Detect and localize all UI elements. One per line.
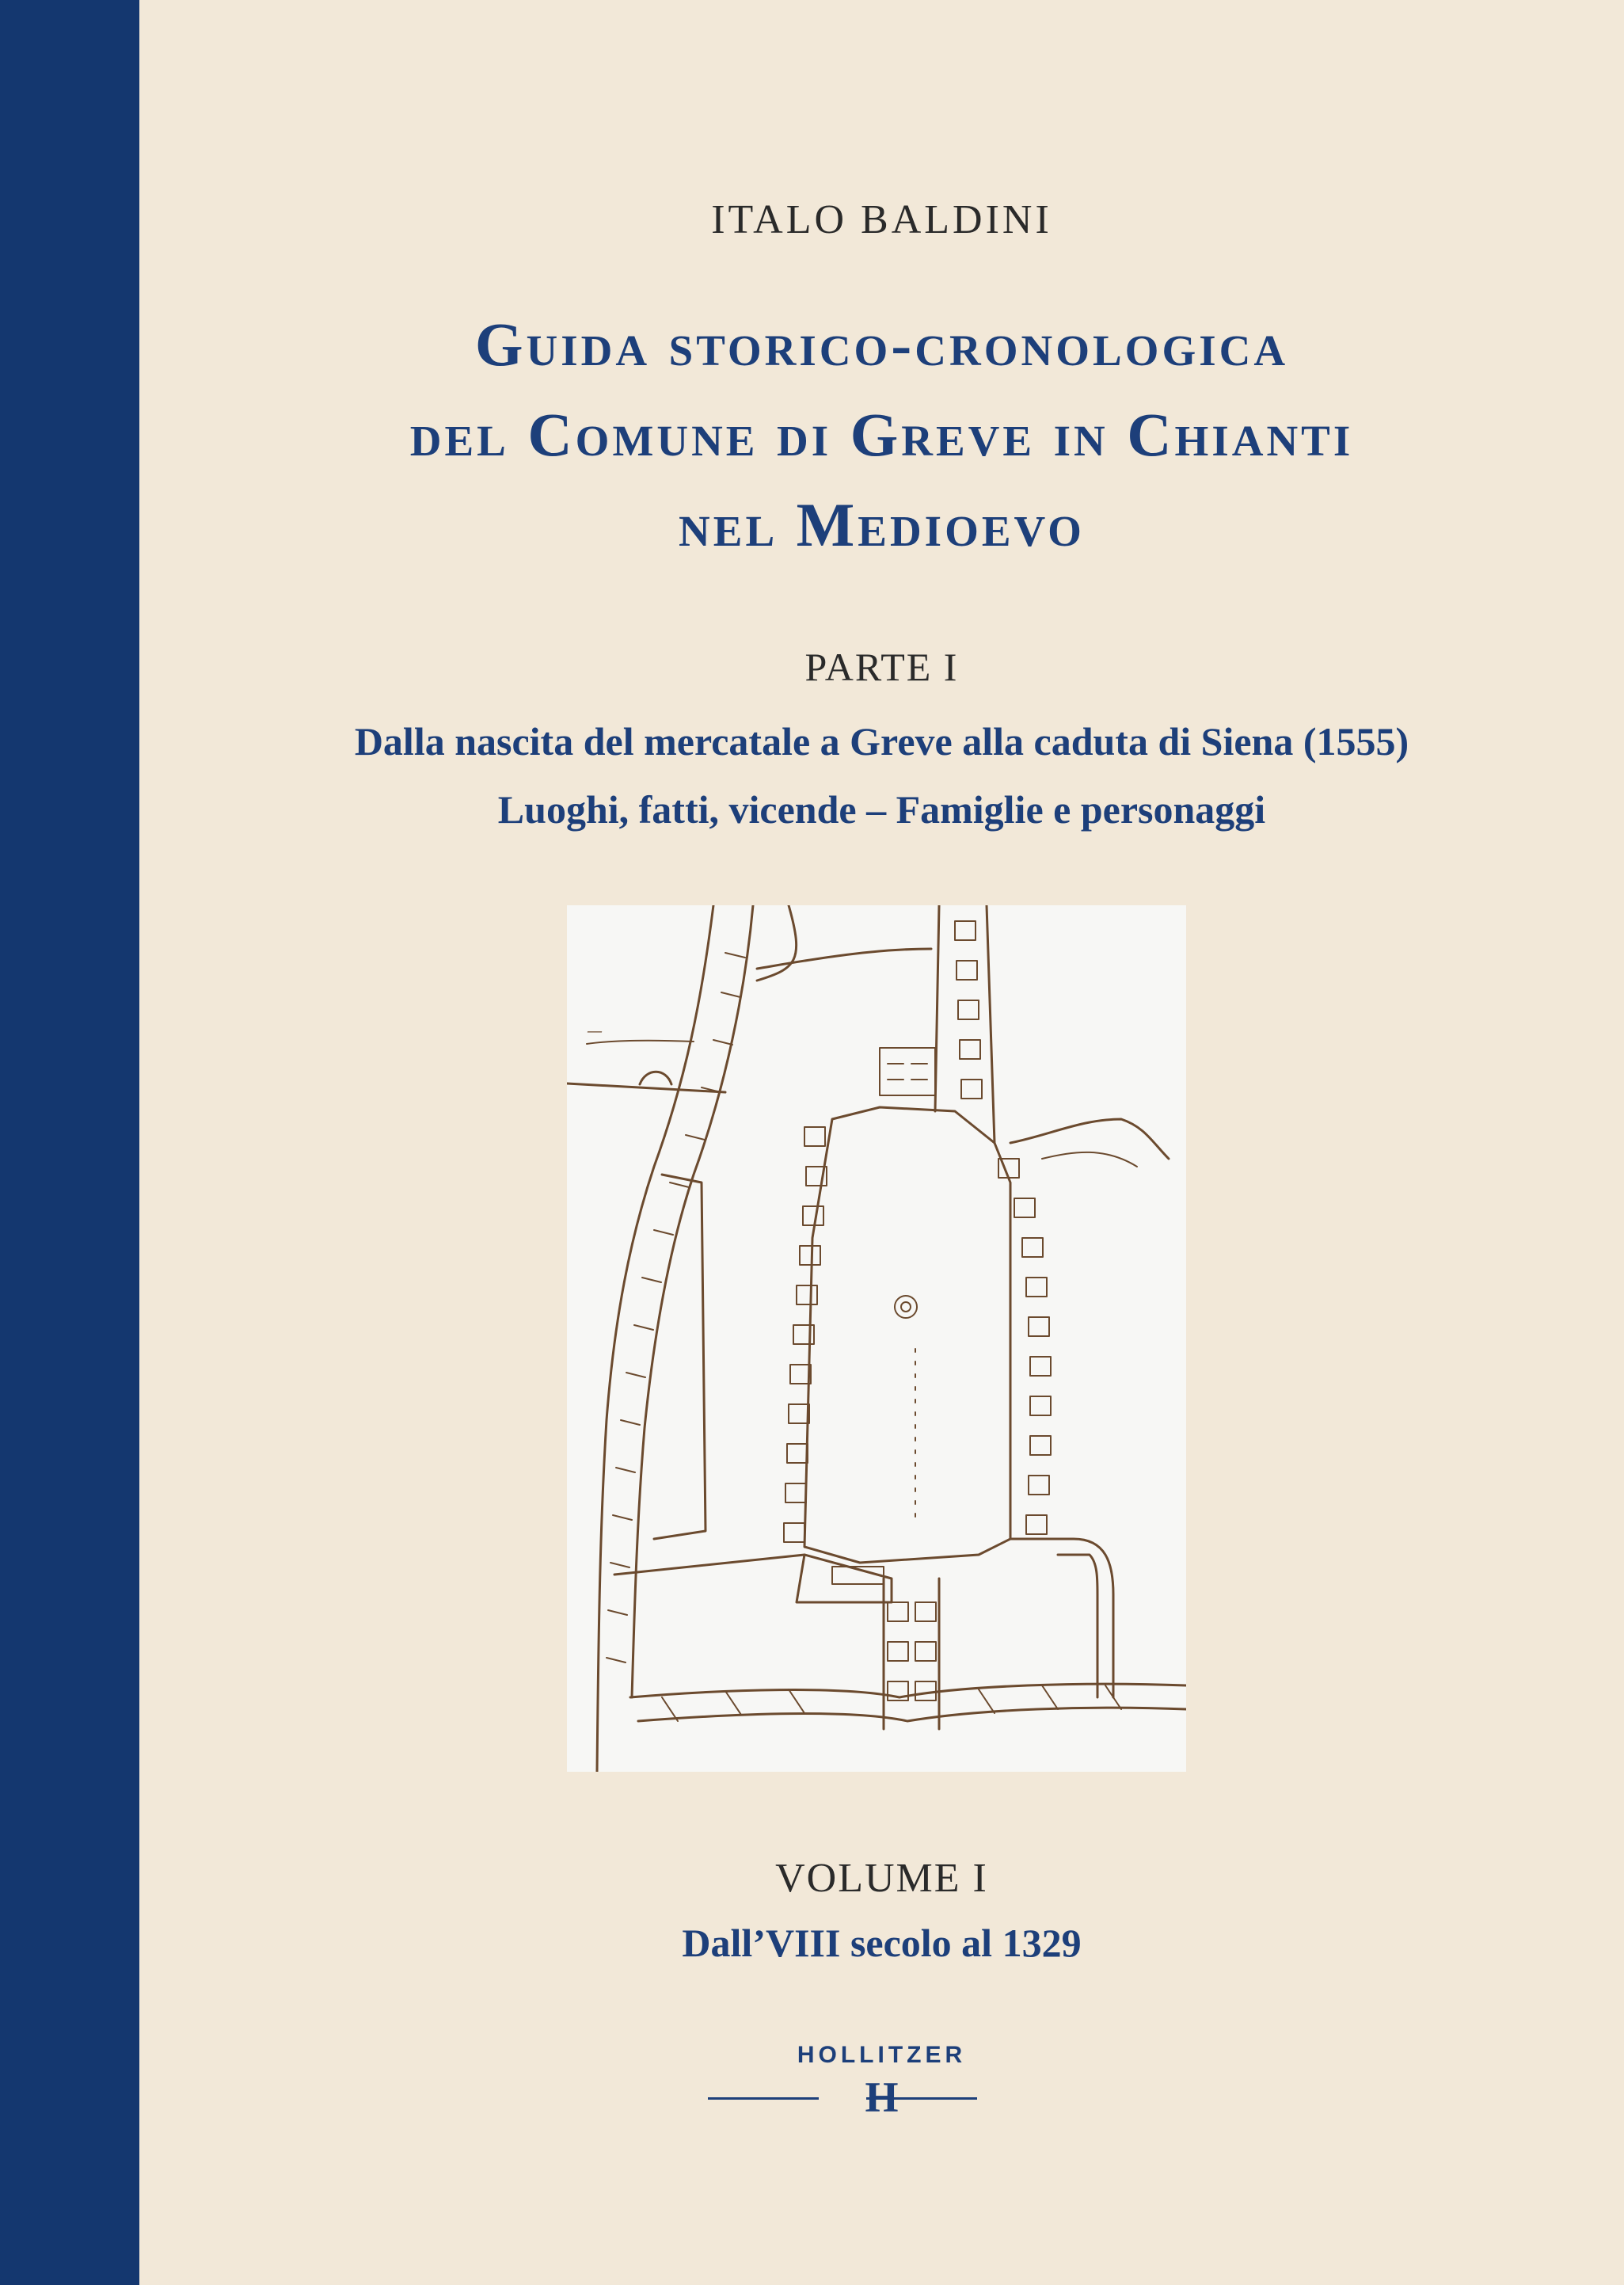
publisher-logo: H <box>865 2074 899 2121</box>
title-line-2: del Comune di Greve in Chianti <box>409 400 1354 469</box>
author-name: ITALO BALDINI <box>711 197 1052 242</box>
subtitle-line-1: Dalla nascita del mercatale a Greve alla caduta di Siena (1555) <box>354 719 1409 764</box>
title-line-1: Guida storico-cronologica <box>474 310 1289 379</box>
cover-content <box>139 0 1624 2285</box>
book-subtitle <box>139 707 1624 844</box>
subtitle-line-2: Luoghi, fatti, vicende – Famiglie e personaggi <box>497 787 1266 832</box>
river-bank-right <box>632 905 753 1697</box>
bridge-arch <box>640 1072 671 1084</box>
volume-label: VOLUME I <box>775 1856 988 1901</box>
volume-subtitle: Dall’VIII secolo al 1329 <box>682 1921 1082 1965</box>
hand-drawn-map-sketch <box>567 905 1186 1772</box>
title-line-3: nel Medioevo <box>679 490 1085 559</box>
market-square <box>804 1107 1010 1563</box>
historic-map-illustration <box>567 905 1186 1772</box>
book-title <box>139 299 1624 570</box>
publisher-name: HOLLITZER <box>797 2042 967 2068</box>
map-annotation: — <box>587 1021 603 1040</box>
part-label: PARTE I <box>804 645 959 689</box>
book-spine <box>0 0 139 2285</box>
